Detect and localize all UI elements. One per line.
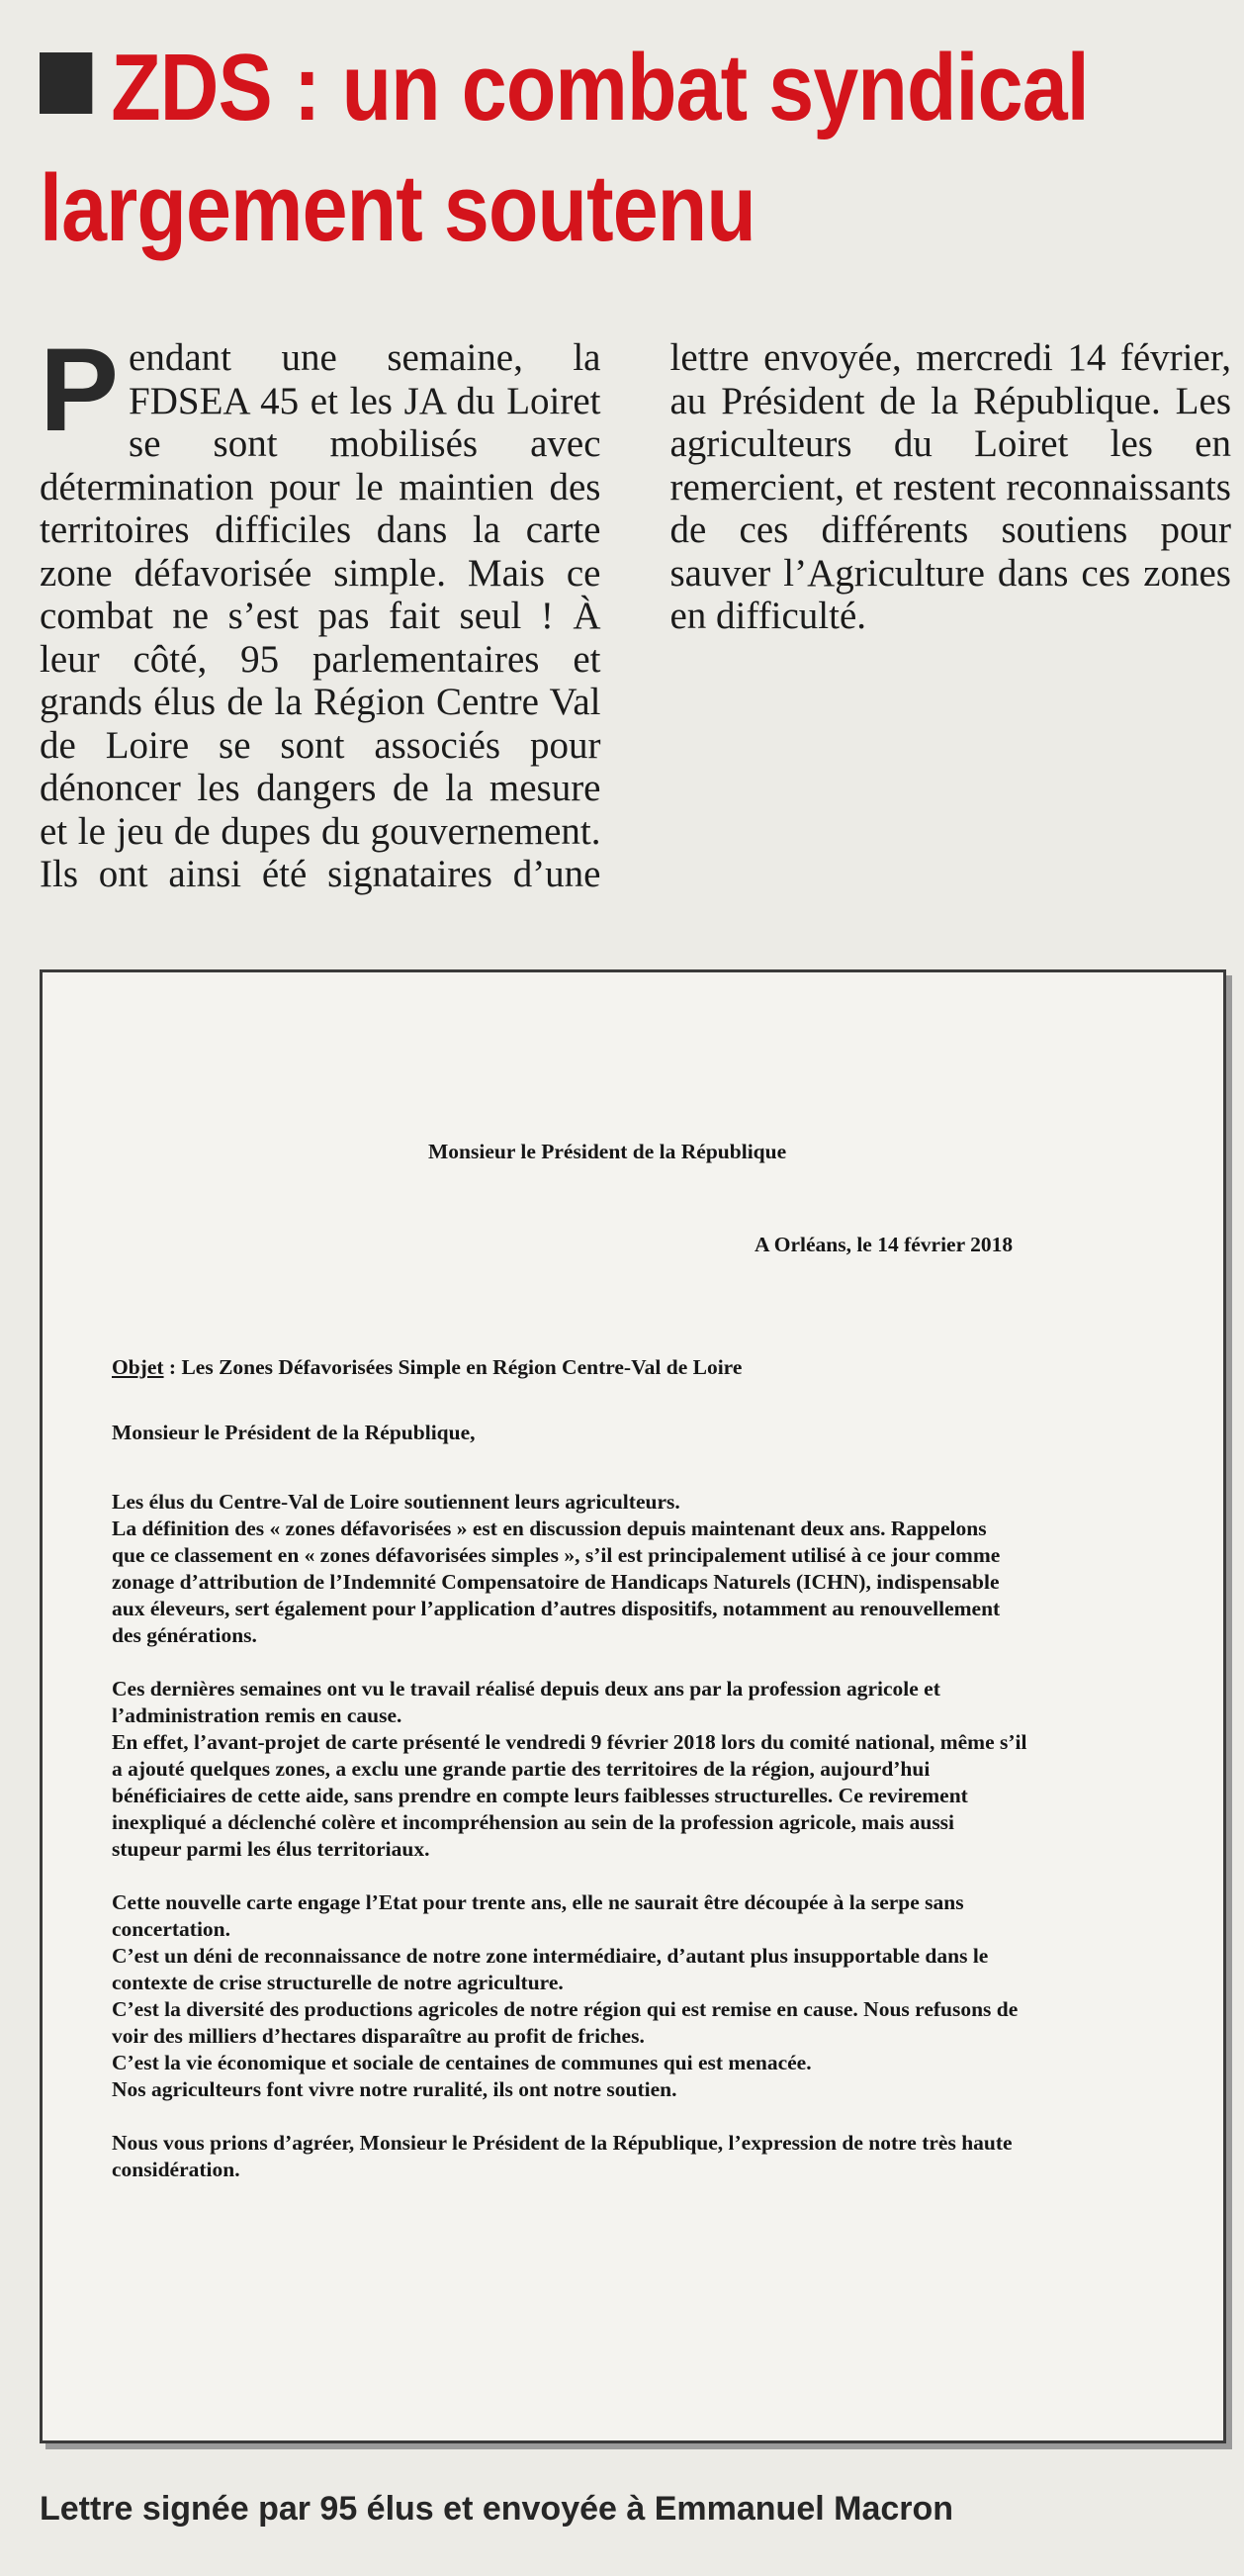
letter-addressee: Monsieur le Président de la République — [428, 1140, 787, 1163]
letter-line: Nous vous prions d’agréer, Monsieur le Président de la République, l’expression de notre très haute — [112, 2131, 1013, 2155]
letter-line: que ce classement en « zones défavorisées simples », s’il est principalement utilisé à ce jour comme — [112, 1543, 1001, 1567]
letter-line: zonage d’attribution de l’Indemnité Compensatoire de Handicaps Naturels (ICHN), indispensable — [112, 1570, 1000, 1594]
letter-line: En effet, l’avant-projet de carte présenté le vendredi 9 février 2018 lors du comité national, même s’il — [112, 1730, 1027, 1754]
headline-text-1: ZDS : un combat syndical — [111, 35, 1089, 140]
letter-line: Les élus du Centre-Val de Loire soutiennent leurs agriculteurs. — [112, 1490, 680, 1514]
letter-paragraph-2 — [112, 1676, 1160, 1863]
letter-line: des générations. — [112, 1623, 257, 1647]
letter-line: La définition des « zones défavorisées » est en discussion depuis maintenant deux ans. Rappelons — [112, 1517, 987, 1540]
letter-line: C’est un déni de reconnaissance de notre zone intermédiaire, d’autant plus insupportable dans le — [112, 1944, 989, 1968]
article-paragraph — [40, 323, 1231, 910]
letter-caption: Lettre signée par 95 élus et envoyée à Emmanuel Macron — [40, 2490, 954, 2528]
letter-line: a ajouté quelques zones, a exclu une grande partie des territoires de la région, aujourd’hui — [112, 1757, 931, 1781]
letter-line: contexte de crise structurelle de notre agriculture. — [112, 1971, 564, 1994]
letter-line: concertation. — [112, 1917, 231, 1941]
letter-line: considération. — [112, 2158, 240, 2181]
letter-paragraph-1 — [112, 1489, 1160, 1649]
letter-object-text: : Les Zones Défavorisées Simple en Région Centre-Val de Loire — [163, 1355, 743, 1379]
letter-line: stupeur parmi les élus territoriaux. — [112, 1837, 430, 1861]
letter-paragraph-4 — [112, 2130, 1160, 2183]
article-paragraph-text: endant une semaine, la FDSEA 45 et les JA du Loiret se sont mobilisés avec détermination pour le maintien des territoires difficiles dans la carte zone défavorisée simple. Mais ce combat ne s’est pas fait seul ! À leur côté, 95 parlementaires et grands élus de la Région Centre Val de Loire se sont associés pour dénoncer les dangers de la mesure et le jeu de dupes du gouvernement. Ils ont ainsi été signataires d’une lettre envoyée, mercredi 14 février, au Président de la République. Les agriculteurs du Loiret les en remercient, et restent reconnaissants de ces différents soutiens pour sauver l’Agriculture dans ces zones en difficulté. — [40, 336, 1231, 895]
letter-line: Ces dernières semaines ont vu le travail réalisé depuis deux ans par la profession agricole et — [112, 1677, 940, 1701]
letter-object-label: Objet — [112, 1355, 164, 1379]
letter-salutation: Monsieur le Président de la République, — [112, 1421, 476, 1444]
letter-place-date: A Orléans, le 14 février 2018 — [755, 1233, 1014, 1256]
headline — [40, 28, 1089, 269]
letter-line: inexpliqué a déclenché colère et incompréhension au sein de la profession agricole, mais aussi — [112, 1810, 955, 1834]
letter-line: bénéficiaires de cette aide, sans prendre en compte leurs faiblesses structurelles. Ce revirement — [112, 1784, 968, 1807]
letter-reproduction — [40, 969, 1226, 2443]
letter-line: C’est la vie économique et sociale de centaines de communes qui est menacée. — [112, 2051, 812, 2074]
letter-line: Nos agriculteurs font vivre notre ruralité, ils ont notre soutien. — [112, 2077, 677, 2101]
letter-line: l’administration remis en cause. — [112, 1703, 402, 1727]
letter-line: aux éleveurs, sert également pour l’application d’autres dispositifs, notamment au renouvellement — [112, 1597, 1001, 1620]
letter-line: voir des milliers d’hectares disparaître au profit de friches. — [112, 2024, 645, 2048]
drop-cap: P — [40, 323, 120, 456]
headline-line-2: largement soutenu — [40, 155, 755, 261]
letter-paragraph-3 — [112, 1889, 1160, 2103]
headline-square-icon — [40, 52, 92, 114]
article-body — [40, 323, 1231, 910]
letter-object — [112, 1354, 742, 1381]
letter-line: Cette nouvelle carte engage l’Etat pour trente ans, elle ne saurait être découpée à la serpe sans — [112, 1890, 964, 1914]
headline-line-1 — [40, 28, 1089, 148]
letter-line: C’est la diversité des productions agricoles de notre région qui est remise en cause. Nous refusons de — [112, 1997, 1019, 2021]
letter-body — [112, 1489, 1160, 2210]
